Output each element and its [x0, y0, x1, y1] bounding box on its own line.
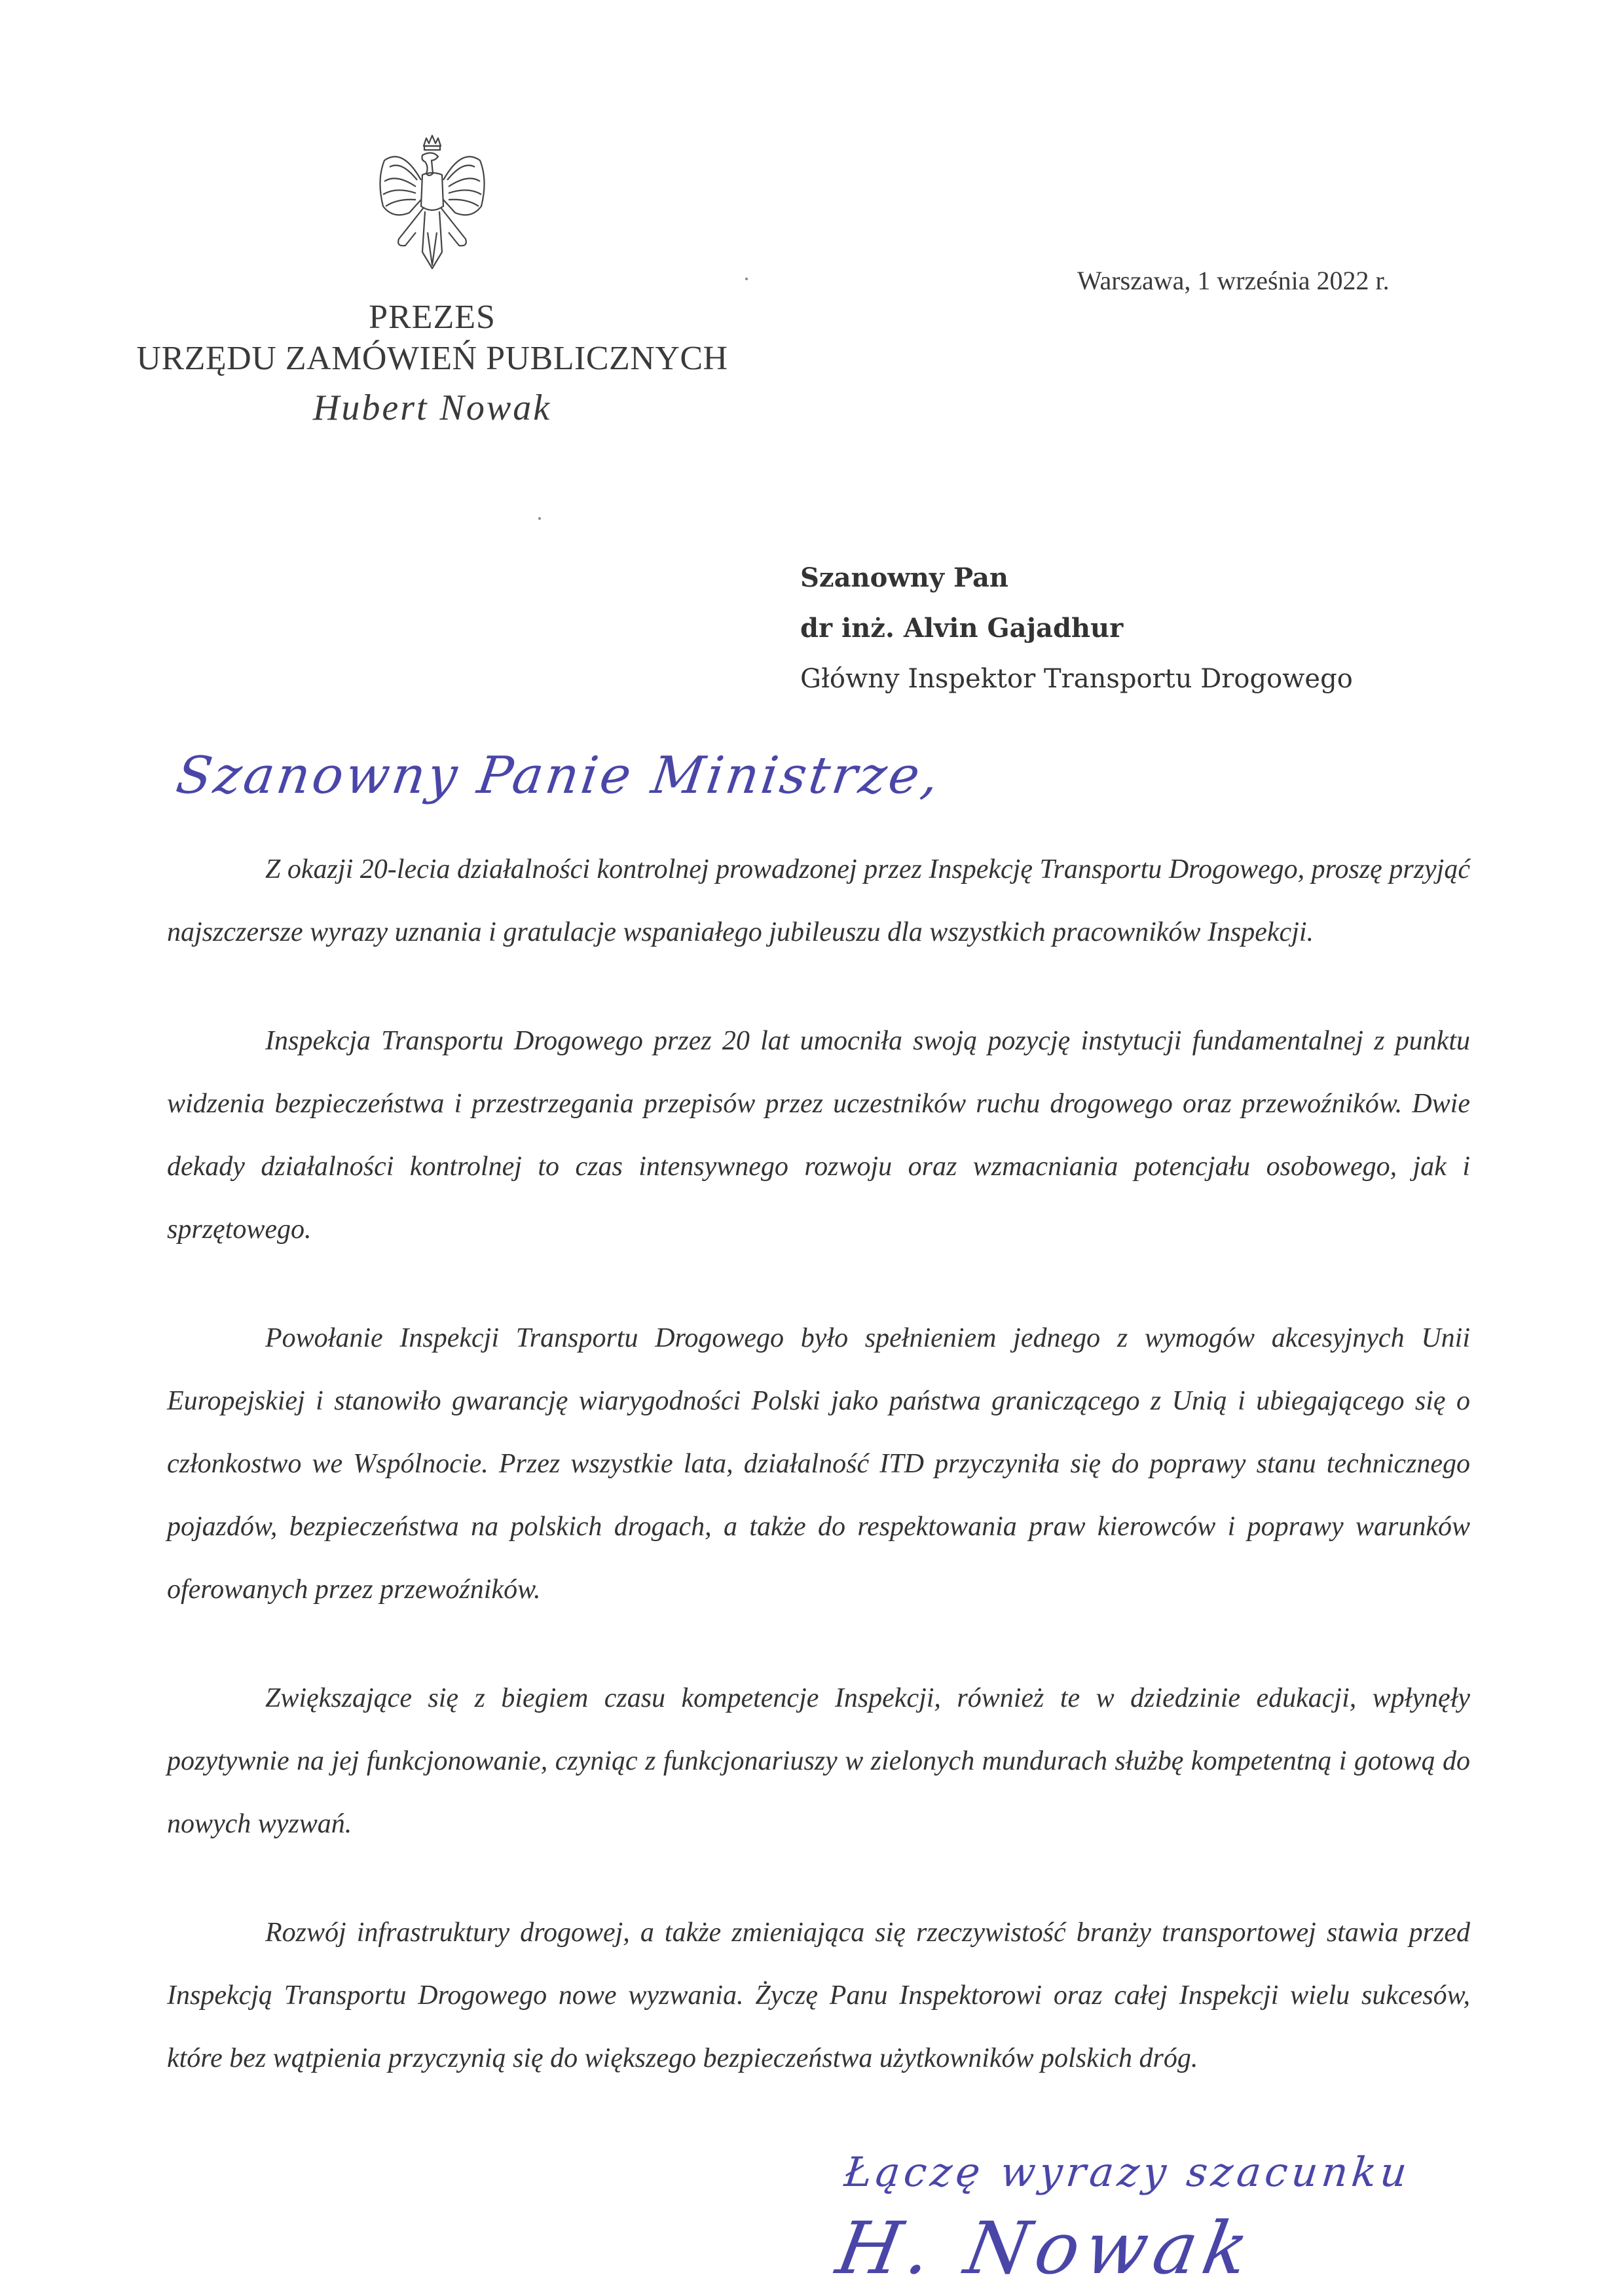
handwritten-signature: H. Nowak: [830, 2206, 1262, 2290]
letterhead-name: Hubert Nowak: [312, 388, 552, 428]
letterhead-title: PREZES: [369, 299, 496, 336]
addressee-name: dr inż. Alvin Gajadhur: [800, 613, 1124, 644]
letter-body: [167, 838, 1470, 2136]
body-paragraph: Inspekcja Transportu Drogowego przez 20 lat umocniła swoją pozycję instytucji fundamentalnej z punktu widzenia bezpieczeństwa i przestrzegania przepisów przez uczestników ruchu drogowego oraz przewoźników. Dwie dekady działalności kontrolnej to czas intensywnego rozwoju oraz wzmacniania potencjału osobowego, jak i sprzętowego.: [167, 1026, 1470, 1245]
addressee-position: Główny Inspektor Transportu Drogowego: [800, 664, 1353, 694]
addressee-greeting: Szanowny Pan: [800, 562, 1008, 593]
polish-eagle-emblem-icon: [370, 134, 494, 278]
body-paragraph: Z okazji 20-lecia działalności kontrolnej prowadzonej przez Inspekcję Transportu Drogowego, proszę przyjąć najszczersze wyrazy uznania i gratulacje wspaniałego jubileuszu dla wszystkich pracowników Inspekcji.: [167, 854, 1470, 947]
handwritten-closing: Łączę wyrazy szacunku: [842, 2148, 1413, 2196]
body-paragraph: Rozwój infrastruktury drogowej, a także zmieniająca się rzeczywistość branży transportowej stawia przed Inspekcją Transportu Drogowego nowe wyzwania. Życzę Panu Inspektorowi oraz całej Inspekcji wielu sukcesów, które bez wątpienia przyczynią się do większego bezpieczeństwa użytkowników polskich dróg.: [167, 1918, 1470, 2073]
body-paragraph: Zwiększające się z biegiem czasu kompetencje Inspekcji, również te w dziedzinie edukacji, wpłynęły pozytywnie na jej funkcjonowanie, czyniąc z funkcjonariuszy w zielonych mundurach służbę kompetentną i gotową do nowych wyzwań.: [167, 1683, 1470, 1839]
letterhead-office: URZĘDU ZAMÓWIEŃ PUBLICZNYCH: [136, 340, 728, 377]
scan-speck: [538, 517, 541, 520]
scan-speck: [745, 278, 748, 280]
body-paragraph: Powołanie Inspekcji Transportu Drogowego było spełnieniem jednego z wymogów akcesyjnych Unii Europejskiej i stanowiło gwarancję wiarygodności Polski jako państwa graniczącego z Unią i ubiegającego się o członkostwo we Wspólnocie. Przez wszystkie lata, działalność ITD przyczyniła się do poprawy stanu technicznego pojazdów, bezpieczeństwa na polskich drogach, a także do respektowania praw kierowców i poprawy warunków oferowanych przez przewoźników.: [167, 1323, 1470, 1605]
place-date: Warszawa, 1 września 2022 r.: [1077, 266, 1390, 295]
handwritten-salutation: Szanowny Panie Ministrze,: [172, 746, 945, 805]
